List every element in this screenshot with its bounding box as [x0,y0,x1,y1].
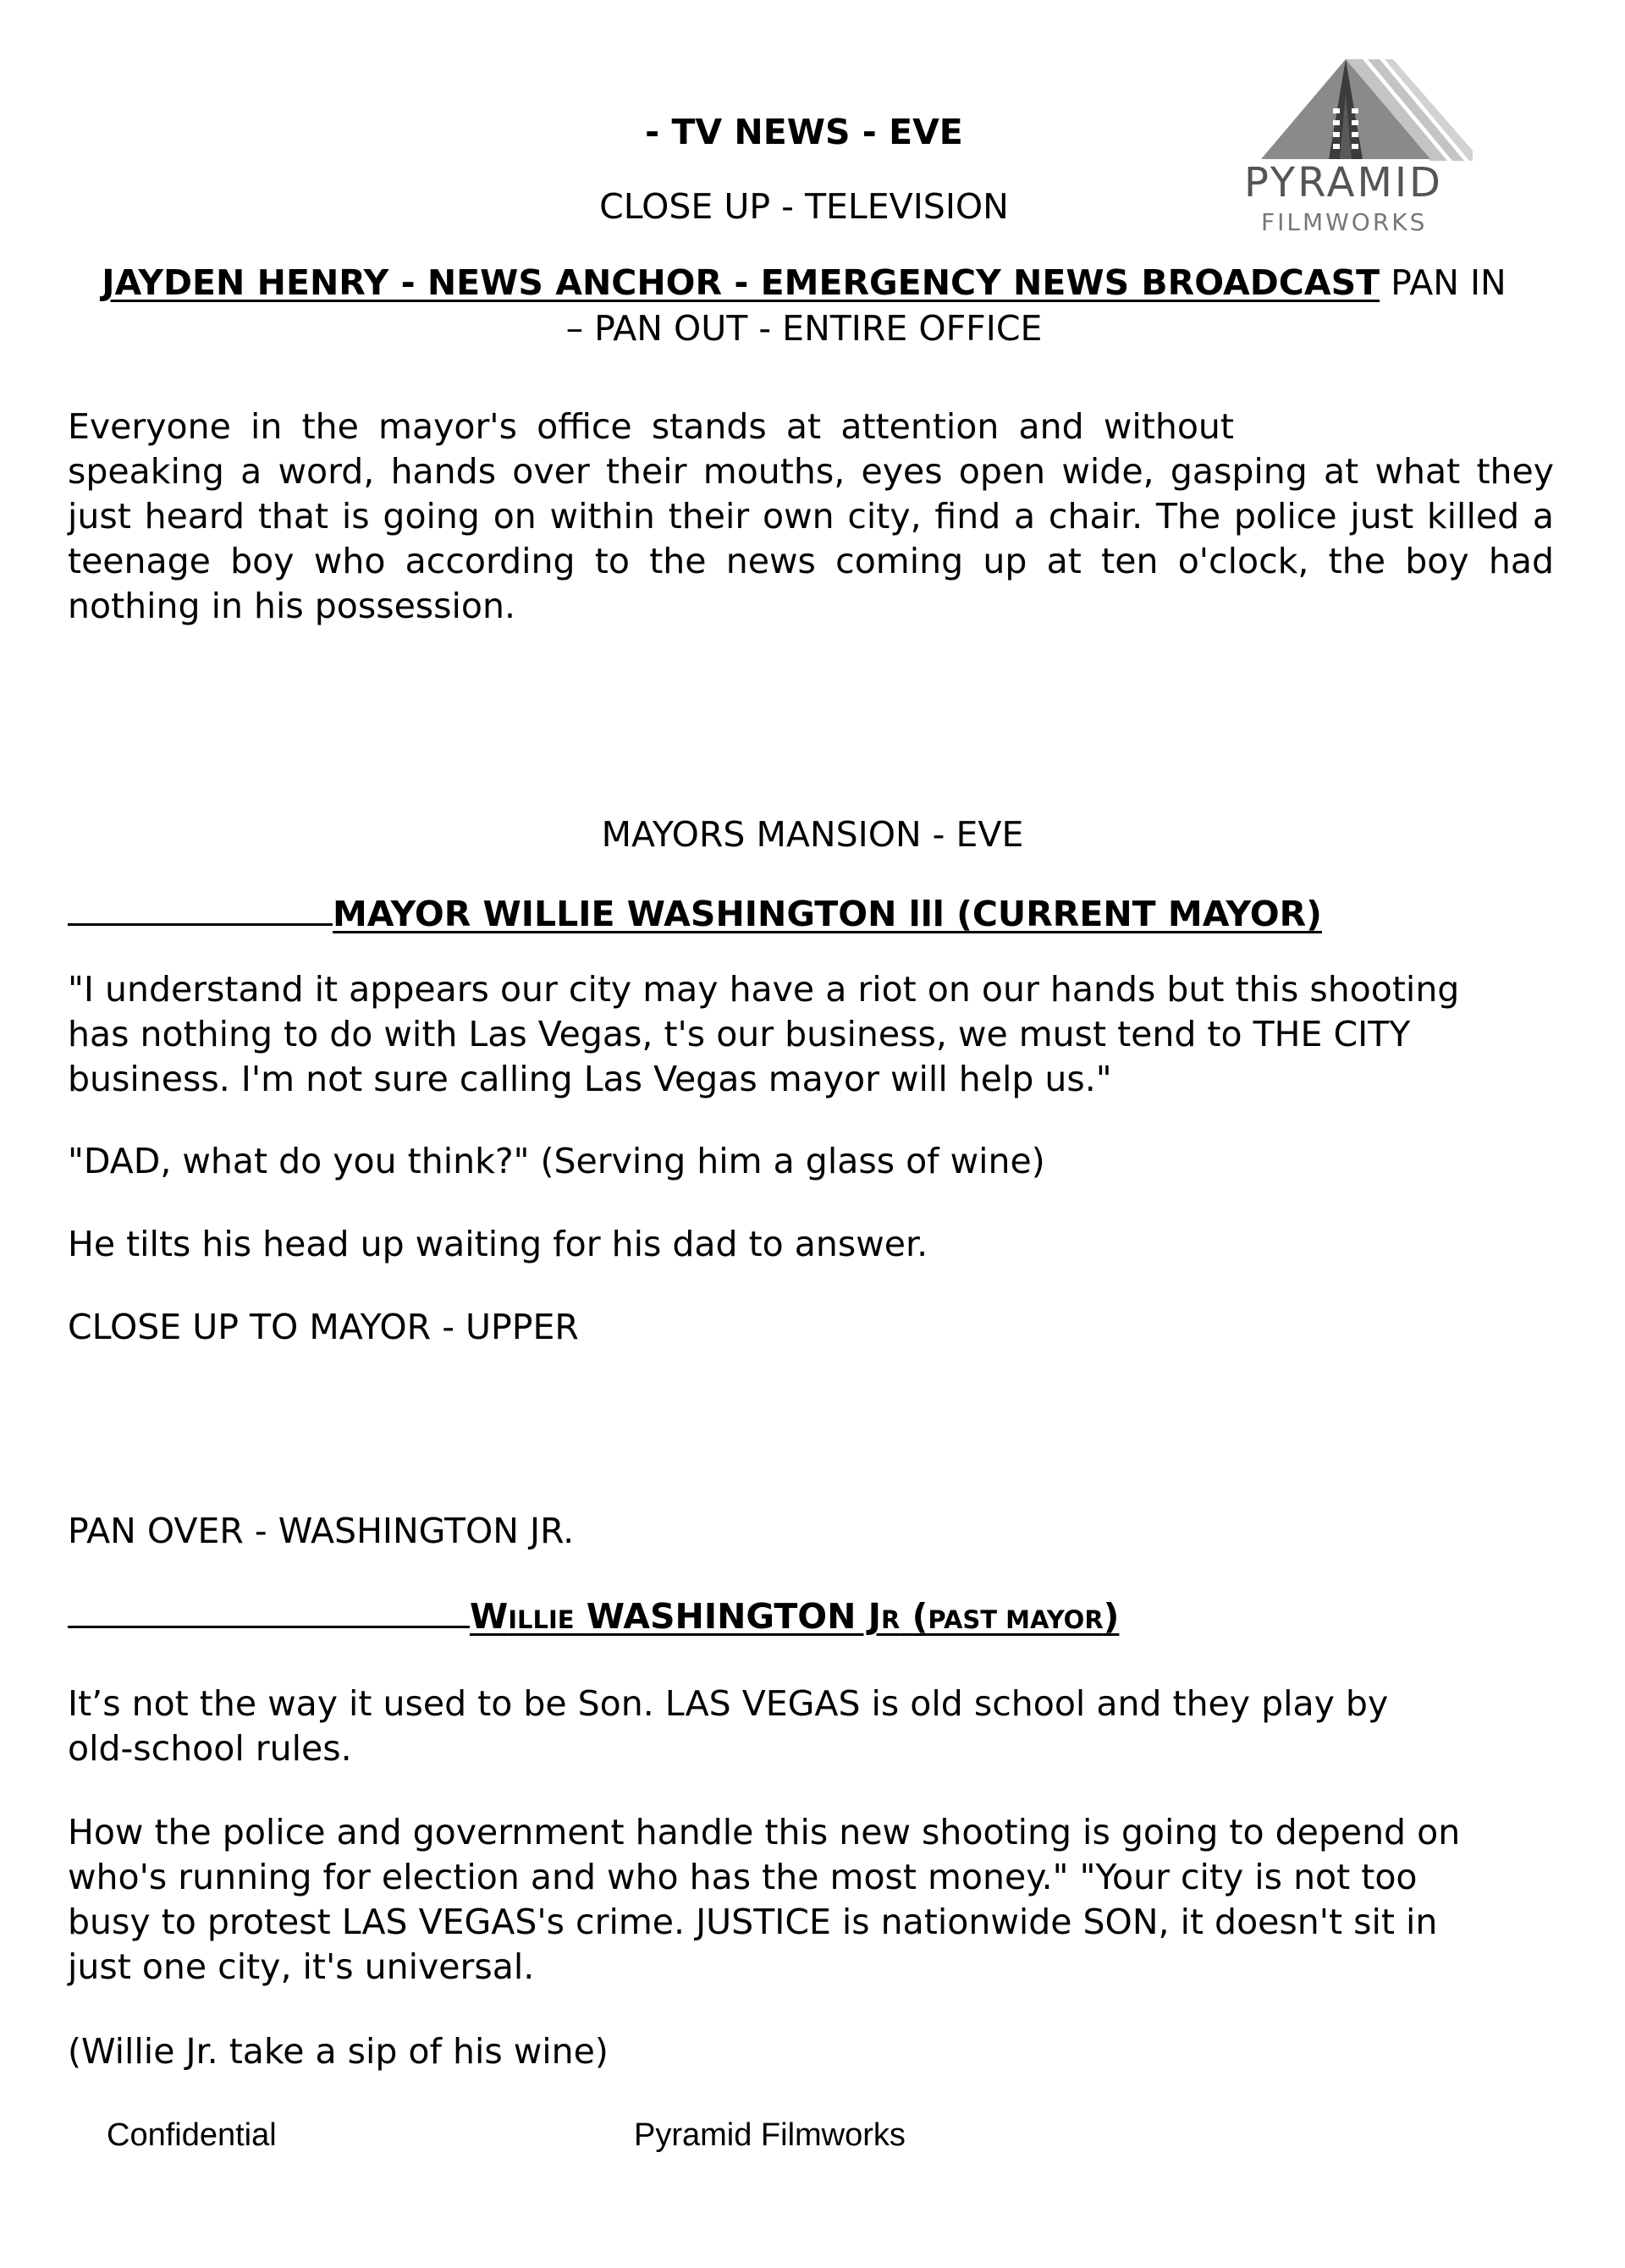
scene2-character2-name [470,1596,1119,1637]
character2-underline-lead [68,1625,470,1628]
scene1-action: speaking a word, hands over their mouths, eyes open wide, gasping at what they just heard that is going on within their own city, find a chair. The police just killed a teenage boy who according to the news coming up at ten o'clock, the boy had nothing in his possession. [68,451,1554,626]
logo-sub: FILMWORKS [1261,208,1428,236]
scene2-action2: (Willie Jr. take a sip of his wine) [68,2031,609,2072]
char2-illie: ILLIE [508,1605,575,1634]
scene1-slug: - TV NEWS - EVE [645,112,963,152]
scene2-dialogue4: How the police and government handle this new shooting is going to depend on who's running for election and who has the most money." "Your city is not too busy to protest LAS VEGAS's crime. JUSTICE is nationwide SON, it doesn't sit in just one city, it's universal. [68,1812,1461,1987]
scene2-slug: MAYORS MANSION - EVE [601,814,1024,855]
footer-center: Pyramid Filmworks [634,2117,906,2153]
char2-paren-open: ( [912,1596,928,1637]
scene1-action-line1 [68,405,1234,449]
scene1-heading [68,261,1540,306]
scene1-line2: – PAN OUT - ENTIRE OFFICE [565,308,1043,349]
char2-w: W [470,1596,509,1637]
scene2-character2 [68,1594,1557,1643]
scene2-dialogue3: It’s not the way it used to be Son. LAS VEGAS is old school and they play by old-school rules. [68,1683,1389,1769]
logo-name: PYRAMID [1244,159,1443,206]
char2-name: WASHINGTON J [586,1596,881,1637]
scene1-action-line1-text: Everyone in the mayor's office stands at attention and without [68,406,1234,447]
scene2-shot2: PAN OVER - WASHINGTON JR. [68,1511,575,1551]
scene2-action1: He tilts his head up waiting for his dad to answer. [68,1224,928,1264]
character-underline-lead [68,922,333,926]
scene2-character [68,892,1557,937]
scene2-shot1: CLOSE UP TO MAYOR - UPPER [68,1307,579,1347]
scene2-dialogue1: "I understand it appears our city may have a riot on our hands but this shooting has nothing to do with Las Vegas, t's our business, we must tend to THE CITY business. I'm not sure calling Las Vegas mayor will help us." [68,969,1460,1099]
char2-paren-close: ) [1103,1596,1120,1637]
char2-jr: R [881,1605,901,1634]
char2-past: PAST MAYOR [928,1605,1104,1634]
scene2-character-name: MAYOR WILLIE WASHINGTON lll (CURRENT MAYOR) [333,894,1322,934]
scene1-shot: CLOSE UP - TELEVISION [599,186,1009,227]
scene1-heading-underlined: JAYDEN HENRY - NEWS ANCHOR - EMERGENCY NEWS BROADCAST [102,262,1380,303]
scene1-heading-tail: PAN IN [1391,262,1507,303]
scene2-dialogue2: "DAD, what do you think?" (Serving him a glass of wine) [68,1141,1045,1181]
footer-left: Confidential [107,2117,277,2153]
